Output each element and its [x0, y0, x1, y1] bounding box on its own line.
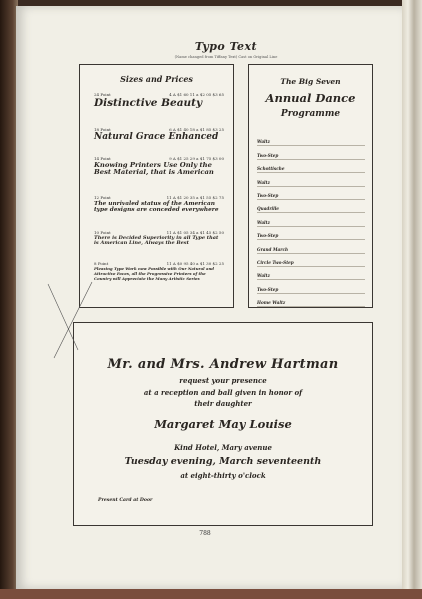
specimen-12pt: [94, 195, 224, 213]
dance-item: Two-Step: [257, 187, 365, 200]
specimen-price: 4 A $1 60 11 a $2 05 $3 65: [169, 92, 224, 97]
specimen-size: 24 Point: [94, 92, 111, 97]
specimen-sample: Distinctive Beauty: [94, 97, 203, 109]
specimen-18pt: [94, 127, 224, 142]
invitation-honoree: Margaret May Louise: [154, 417, 292, 431]
dance-item: Two-Step: [257, 280, 365, 293]
dance-list: [257, 133, 365, 307]
specimen-size: 12 Point: [94, 195, 111, 200]
specimen-8pt: [94, 261, 224, 282]
specimen-size: 10 Point: [94, 230, 111, 235]
programme-club-name: The Big Seven: [280, 77, 341, 86]
dance-item: Waltz: [257, 213, 365, 226]
dance-item: Grand March: [257, 240, 365, 253]
sizes-prices-box: [79, 64, 234, 308]
specimen-size: 8 Point: [94, 261, 109, 266]
programme-heading: Programme: [280, 109, 341, 119]
specimen-sample: The unrivaled status of the American type designs are conceded everywhere: [94, 201, 219, 214]
invitation-date: Tuesday evening, March seventeenth: [124, 456, 322, 467]
dance-programme-box: [248, 64, 373, 308]
dance-item: Two-Step: [257, 227, 365, 240]
page-subtitle: (Name changed from Tiffany Text) Cast on Original Line: [174, 55, 278, 59]
specimen-price: 11 A $0 95 40 a $1 30 $2 25: [166, 261, 224, 266]
invitation-card: [73, 322, 373, 526]
invitation-venue: Kind Hotel, Mary avenue: [174, 443, 272, 452]
specimen-10pt: [94, 230, 224, 247]
invitation-time: at eight-thirty o'clock: [180, 471, 266, 480]
dance-item: Quadrille: [257, 200, 365, 213]
specimen-24pt: [94, 92, 224, 109]
sizes-heading: Sizes and Prices: [120, 74, 193, 84]
specimen-price: 9 A $1 25 29 a $1 75 $3 00: [169, 156, 224, 161]
specimen-size: 14 Point: [94, 156, 111, 161]
page-title: Typo Text: [194, 40, 258, 53]
specimen-price: 11 A $1 05 34 a $1 45 $2 50: [166, 230, 224, 235]
dance-item: Circle Two-Step: [257, 254, 365, 267]
specimen-sample: There is Decided Superiority in all Type that is American Line, Always the Best: [94, 235, 219, 247]
dance-item: Home Waltz: [257, 294, 365, 307]
dance-item: Waltz: [257, 133, 365, 146]
bottom-band: [0, 589, 422, 599]
specimen-sample: Natural Grace Enhanced: [94, 132, 219, 142]
specimen-sample: Pleasing Type Work now Possible with Our Natural and Attractive Faces, all the Progressive Printers of the Country will Appreciate the Many Artistic Series: [94, 266, 215, 281]
dance-item: Waltz: [257, 267, 365, 280]
page-edges: [402, 0, 422, 599]
pencil-scratch-marks: [40, 280, 100, 360]
present-card-note: Present Card at Door: [98, 498, 153, 503]
specimen-size: 18 Point: [94, 127, 111, 132]
specimen-price: 11 A $1 20 35 a $1 55 $2 75: [166, 195, 224, 200]
invitation-hosts: Mr. and Mrs. Andrew Hartman: [107, 357, 339, 372]
invitation-line: at a reception and ball given in honor of: [143, 388, 303, 397]
invitation-line: request your presence: [179, 376, 267, 385]
specimen-14pt: [94, 156, 224, 176]
programme-event-title: Annual Dance: [265, 91, 356, 105]
dance-item: Waltz: [257, 173, 365, 186]
page-number: 788: [199, 530, 211, 537]
invitation-line: their daughter: [194, 399, 252, 408]
specimen-sample: Knowing Printers Use Only the Best Material, that is American: [94, 161, 214, 177]
dance-item: Two-Step: [257, 146, 365, 159]
specimen-price: 6 A $1 40 18 a $1 85 $3 25: [169, 127, 224, 132]
dance-item: Schottische: [257, 160, 365, 173]
